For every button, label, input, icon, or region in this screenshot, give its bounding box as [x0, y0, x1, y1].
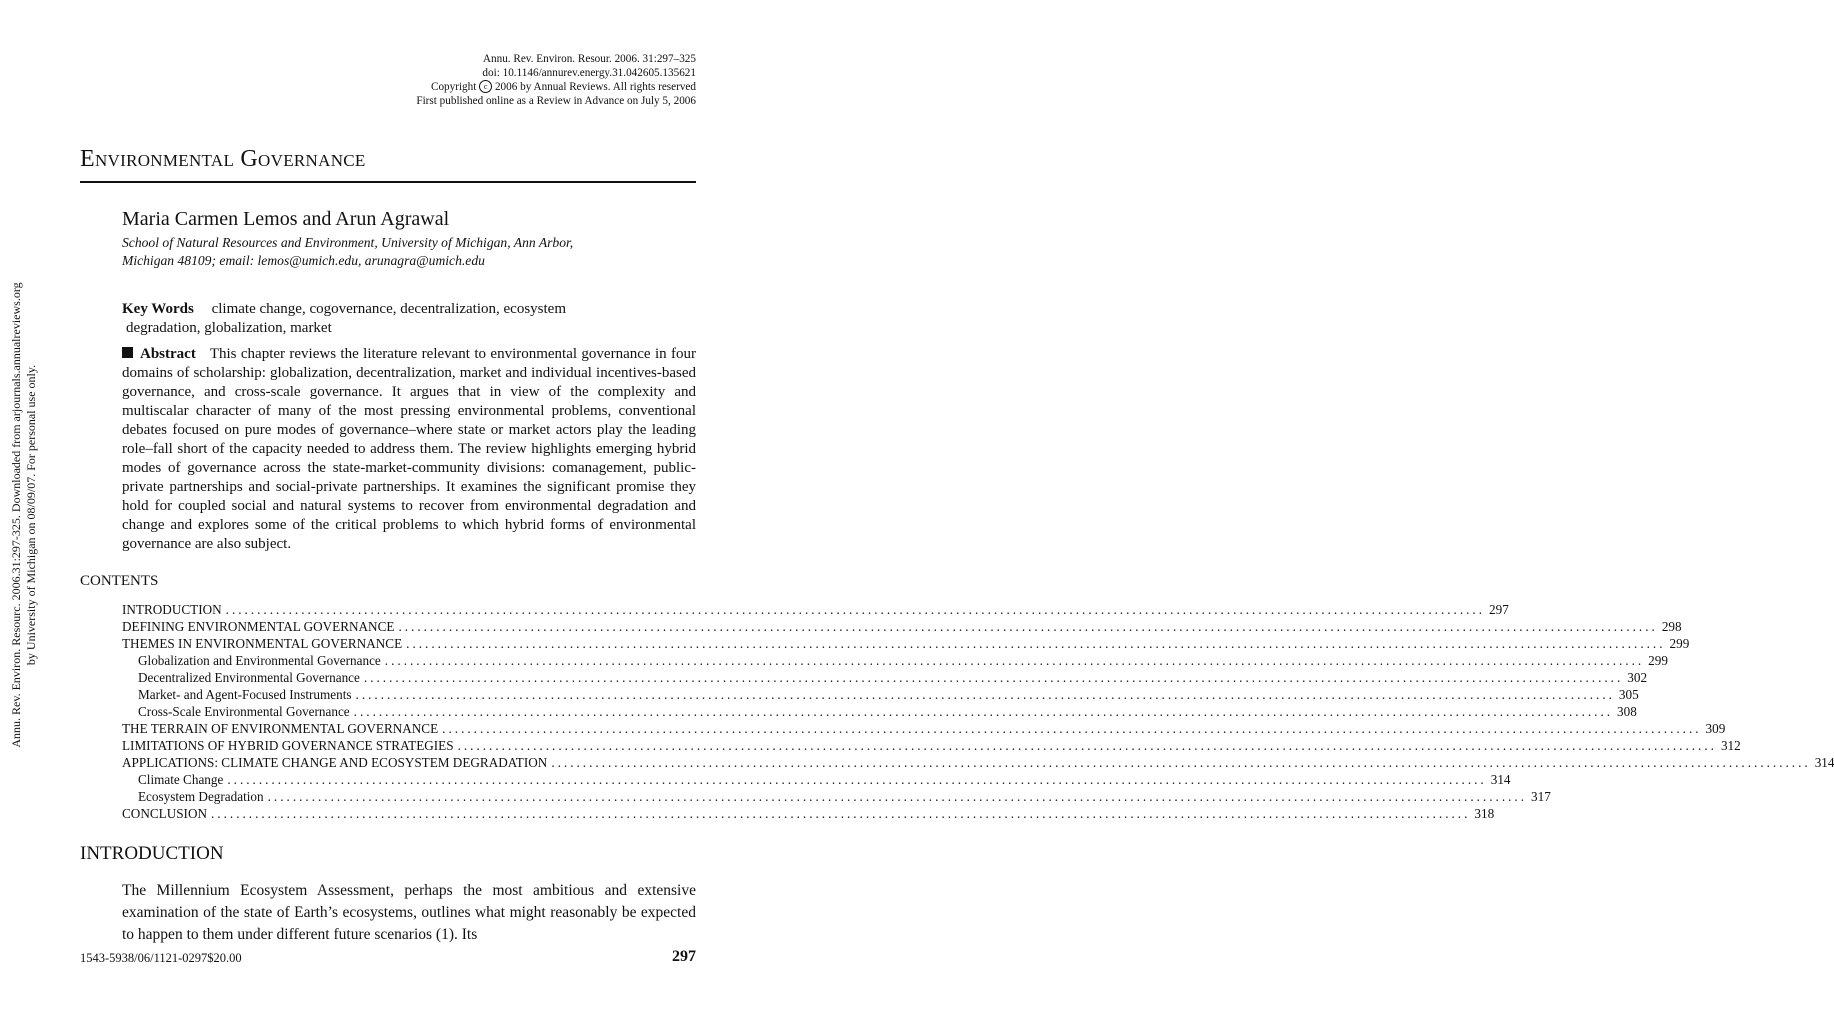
affiliation-line1: School of Natural Resources and Environment, University of Michigan, Ann Arbor,: [122, 235, 574, 250]
article-title: Environmental Governance: [80, 146, 366, 172]
introduction-text: The Millennium Ecosystem Assessment, perhaps the most ambitious and extensive examination of the state of Earth’s ecosystems, outlines what might reasonably be expected to happen to them under different future scenarios (1). Its: [122, 882, 696, 943]
toc-subitem[interactable]: Globalization and Environmental Governance ........................................................................................................................................................................................................ 299: [138, 653, 1668, 668]
journal-header: [416, 52, 696, 108]
toc-item[interactable]: APPLICATIONS: CLIMATE CHANGE AND ECOSYSTEM DEGRADATION ........................................................................................................................................................................................................ 314: [122, 755, 1834, 770]
toc-subitem[interactable]: Market- and Agent-Focused Instruments ........................................................................................................................................................................................................ 305: [138, 687, 1639, 702]
abstract-text: This chapter reviews the literature relevant to environmental governance in four domains of scholarship: globalization, decentralization, market and individual incentives-based governance, and cross-scale governance. It argues that in view of the complexity and multiscalar character of many of the most pressing environmental problems, conventional debates focused on pure modes of governance–where state or market actors play the leading role–fall short of the capacity needed to address them. The review highlights emerging hybrid modes of governance across the state-market-community divisions: comanagement, public-private partnerships and social-private partnerships. It examines the significant promise they hold for coupled social and natural systems to recover from environmental degradation and change and explores some of the critical problems to which hybrid forms of environmental governance are also subject.: [122, 346, 696, 552]
introduction-heading: INTRODUCTION: [80, 843, 224, 864]
toc-item[interactable]: THEMES IN ENVIRONMENTAL GOVERNANCE ........................................................................................................................................................................................................ 299: [122, 636, 1690, 651]
download-notice-line1: Annu. Rev. Environ. Resourc. 2006.31:297-325. Downloaded from arjournals.annualreviews.org: [9, 282, 23, 748]
contents-heading: CONTENTS: [80, 573, 159, 589]
footer-code: 1543-5938/06/1121-0297$20.00: [80, 951, 242, 965]
square-bullet-icon: [122, 347, 133, 358]
toc-subitem[interactable]: Climate Change ........................................................................................................................................................................................................ 314: [138, 772, 1511, 787]
download-notice-line2: by University of Michigan on 08/09/07. For personal use only.: [24, 364, 38, 666]
doi: doi: 10.1146/annurev.energy.31.042605.135621: [482, 67, 696, 79]
toc-item[interactable]: INTRODUCTION ........................................................................................................................................................................................................ 297: [122, 602, 1509, 617]
title-rule: [80, 181, 696, 183]
toc-item[interactable]: DEFINING ENVIRONMENTAL GOVERNANCE ........................................................................................................................................................................................................ 298: [122, 619, 1682, 634]
copyright-line: [416, 80, 696, 94]
toc-item[interactable]: THE TERRAIN OF ENVIRONMENTAL GOVERNANCE ........................................................................................................................................................................................................ 309: [122, 721, 1726, 736]
authors: Maria Carmen Lemos and Arun Agrawal: [122, 208, 450, 230]
publication-date: First published online as a Review in Advance on July 5, 2006: [416, 95, 696, 107]
keywords-line1: climate change, cogovernance, decentralization, ecosystem: [211, 301, 566, 317]
copyright-prefix: Copyright: [430, 81, 477, 93]
affiliation: [122, 234, 696, 270]
download-notice: [0, 0, 60, 1024]
copyright-suffix: 2006 by Annual Reviews. All rights reserved: [494, 81, 696, 93]
keywords-line2: degradation, globalization, market: [126, 320, 332, 336]
toc-item[interactable]: LIMITATIONS OF HYBRID GOVERNANCE STRATEGIES ........................................................................................................................................................................................................ 312: [122, 738, 1741, 753]
abstract-heading: Abstract: [140, 346, 196, 362]
table-of-contents: [122, 602, 1834, 823]
abstract: [122, 345, 696, 554]
keywords-heading: Key Words: [122, 301, 194, 317]
toc-item[interactable]: CONCLUSION ........................................................................................................................................................................................................ 318: [122, 806, 1495, 821]
toc-subitem[interactable]: Decentralized Environmental Governance ........................................................................................................................................................................................................ 302: [138, 670, 1648, 685]
journal-citation: Annu. Rev. Environ. Resour. 2006. 31:297–325: [482, 53, 696, 65]
toc-subitem[interactable]: Cross-Scale Environmental Governance ........................................................................................................................................................................................................ 308: [138, 704, 1637, 719]
copyright-icon: c: [479, 80, 492, 93]
toc-subitem[interactable]: Ecosystem Degradation ........................................................................................................................................................................................................ 317: [138, 789, 1551, 804]
keywords: [122, 300, 696, 338]
page-number: 297: [672, 948, 696, 965]
affiliation-line2: Michigan 48109; email: lemos@umich.edu, arunagra@umich.edu: [122, 253, 485, 268]
